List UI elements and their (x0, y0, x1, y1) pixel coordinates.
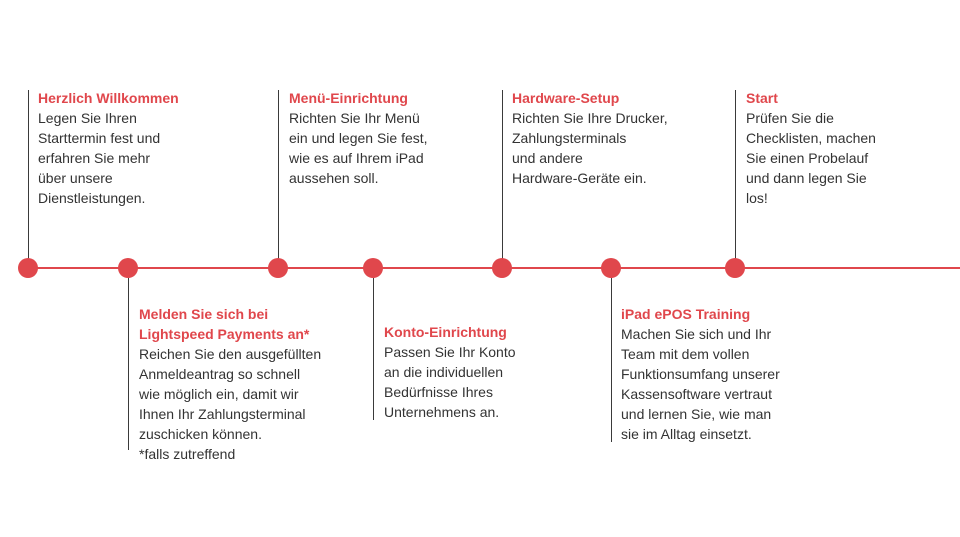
step-title-2: Melden Sie sich bei Lightspeed Payments an* (139, 306, 310, 342)
step-text-7: Prüfen Sie die Checklisten, machen Sie einen Probelauf und dann legen Sie los! (746, 110, 876, 206)
step-title-1: Herzlich Willkommen (38, 90, 179, 106)
step-text-5: Richten Sie Ihre Drucker, Zahlungsterminals und andere Hardware-Geräte ein. (512, 110, 668, 186)
step-text-2: Reichen Sie den ausgefüllten Anmeldeantrag so schnell wie möglich ein, damit wir Ihnen Ihr Zahlungsterminal zuschicken können. (139, 346, 322, 442)
timeline-dot-3 (268, 258, 288, 278)
step-text-4: Passen Sie Ihr Konto an die individuellen Bedürfnisse Ihres Unternehmens an. (384, 344, 516, 420)
step-title-4: Konto-Einrichtung (384, 324, 507, 340)
timeline-dot-6 (601, 258, 621, 278)
timeline-stem-6 (611, 278, 612, 442)
timeline-dot-2 (118, 258, 138, 278)
timeline-step-2 (139, 304, 359, 464)
step-title-3: Menü-Einrichtung (289, 90, 408, 106)
timeline-stem-2 (128, 278, 129, 450)
timeline-dot-1 (18, 258, 38, 278)
step-title-7: Start (746, 90, 778, 106)
timeline-step-7 (746, 88, 946, 208)
timeline-stem-4 (373, 278, 374, 420)
timeline-stem-1 (28, 90, 29, 260)
step-text-6: Machen Sie sich und Ihr Team mit dem vollen Funktionsumfang unserer Kassensoftware vertraut und lernen Sie, wie man sie im Alltag einsetzt. (621, 326, 780, 442)
timeline-step-5 (512, 88, 722, 188)
timeline-step-6 (621, 304, 831, 444)
step-title-6: iPad ePOS Training (621, 306, 751, 322)
step-note-2: *falls zutreffend (139, 446, 236, 462)
step-text-3: Richten Sie Ihr Menü ein und legen Sie fest, wie es auf Ihrem iPad aussehen soll. (289, 110, 428, 186)
step-title-5: Hardware-Setup (512, 90, 620, 106)
timeline-stem-3 (278, 90, 279, 260)
timeline-dot-5 (492, 258, 512, 278)
timeline-dot-7 (725, 258, 745, 278)
step-text-1: Legen Sie Ihren Starttermin fest und erfahren Sie mehr über unsere Dienstleistungen. (38, 110, 161, 206)
timeline-step-1 (38, 88, 248, 208)
timeline-dot-4 (363, 258, 383, 278)
timeline-axis (20, 267, 960, 269)
timeline-stem-7 (735, 90, 736, 260)
timeline-step-4 (384, 322, 594, 422)
timeline-step-3 (289, 88, 499, 188)
timeline-stem-5 (502, 90, 503, 260)
